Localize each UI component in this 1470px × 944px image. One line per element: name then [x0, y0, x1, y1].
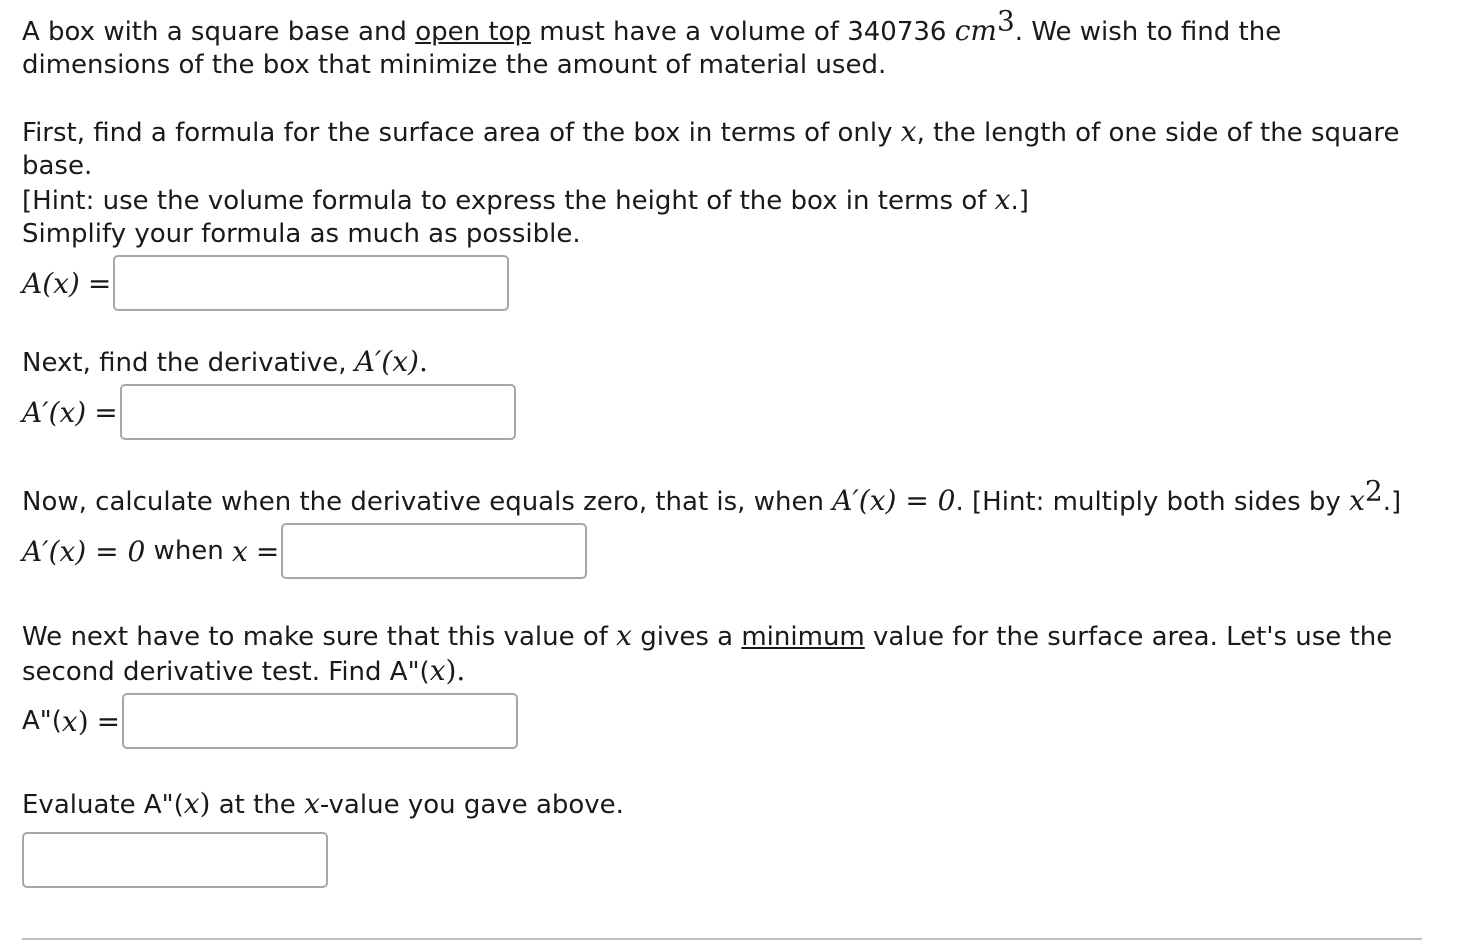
- step4-text-a: We next have to make sure that this value of: [22, 622, 617, 652]
- intro-text-3: . We wish to find the dimensions of the box that minimize the amount of material used.: [22, 17, 1282, 80]
- step2-instruction: [22, 345, 1422, 380]
- unit-cm: cm: [954, 14, 997, 47]
- var-x: x: [429, 654, 446, 687]
- derivative-zero-expr: A′(x) = 0: [832, 484, 956, 517]
- derivative-input[interactable]: [120, 384, 516, 440]
- exponent-2: 2: [1364, 474, 1383, 508]
- var-x: x: [616, 619, 632, 652]
- problem-statement: [22, 4, 1422, 82]
- step5-text-a: Evaluate: [22, 790, 144, 820]
- critical-point-answer-row: [22, 519, 1422, 583]
- step1-hint: [22, 183, 1422, 218]
- var-x: x: [183, 787, 200, 820]
- second-derivative-input[interactable]: [122, 693, 518, 749]
- step1-hint-b: .]: [1010, 186, 1029, 216]
- step3-text-a: Now, calculate when the derivative equals zero, that is, when: [22, 487, 833, 517]
- unit-exponent: 3: [996, 4, 1015, 38]
- derivative-symbol: A′(x): [354, 345, 419, 378]
- var-x: x: [900, 115, 917, 148]
- var-x: x: [994, 183, 1011, 216]
- var-x: x: [232, 534, 248, 568]
- derivative-answer-row: [22, 380, 1422, 444]
- equals-sign: =: [87, 266, 112, 300]
- second-derivative-label: [22, 705, 89, 738]
- second-deriv-a: A"(: [143, 790, 184, 820]
- when-text: when: [145, 535, 233, 566]
- step3-text-c: .]: [1382, 487, 1402, 517]
- var-x: x: [304, 787, 320, 820]
- step4-text-c: value for the surface area. Let's use the second derivative test. Find: [22, 622, 1393, 687]
- open-top-emphasis: open top: [415, 17, 531, 47]
- equals-sign: =: [96, 704, 121, 738]
- period: .: [418, 345, 428, 378]
- minimum-emphasis: minimum: [741, 622, 865, 652]
- step3-text-b: . [Hint: multiply both sides by: [955, 487, 1350, 517]
- intro-text: A box with a square base and: [22, 17, 416, 47]
- second-deriv-a: A"(: [389, 657, 430, 687]
- area-answer-row: [22, 251, 1422, 315]
- step5-text-b: at the: [210, 790, 305, 820]
- question-content: [22, 4, 1422, 888]
- bottom-divider: [22, 938, 1422, 940]
- step4-text-b: gives a: [631, 622, 742, 652]
- derivative-zero-expr: A′(x) = 0: [22, 534, 146, 568]
- critical-x-input[interactable]: [281, 523, 587, 579]
- equals-sign: =: [255, 534, 280, 568]
- step4-instruction: [22, 619, 1422, 689]
- step5-instruction: [22, 787, 1422, 822]
- second-deriv-a: A"(: [22, 705, 62, 736]
- step1-text-a: First, find a formula for the surface area of the box in terms of only: [22, 118, 901, 148]
- second-deriv-close: ).: [445, 654, 466, 687]
- var-x: x: [61, 704, 78, 738]
- second-deriv-close: ): [199, 787, 211, 820]
- step3-instruction: [22, 474, 1422, 519]
- step1-instruction: [22, 115, 1422, 183]
- step1-text-b: , the length of one side of the square base.: [22, 118, 1400, 181]
- equals-sign: =: [94, 395, 118, 429]
- step2-text: Next, find the derivative,: [22, 348, 355, 378]
- area-formula-input[interactable]: [113, 255, 509, 311]
- second-deriv-close: ): [77, 704, 89, 738]
- step1-simplify: Simplify your formula as much as possible.: [22, 219, 581, 249]
- area-label: A(x): [22, 266, 80, 300]
- second-derivative-answer-row: [22, 689, 1422, 753]
- step1-hint-a: [Hint: use the volume formula to express the height of the box in terms of: [22, 186, 995, 216]
- evaluate-second-derivative-input[interactable]: [22, 832, 328, 888]
- derivative-label: A′(x): [22, 395, 87, 429]
- intro-text-2: must have a volume of 340736: [530, 17, 955, 47]
- var-x: x: [1349, 484, 1365, 517]
- critical-point-label: [22, 535, 248, 568]
- step5-text-c: -value you gave above.: [319, 790, 624, 820]
